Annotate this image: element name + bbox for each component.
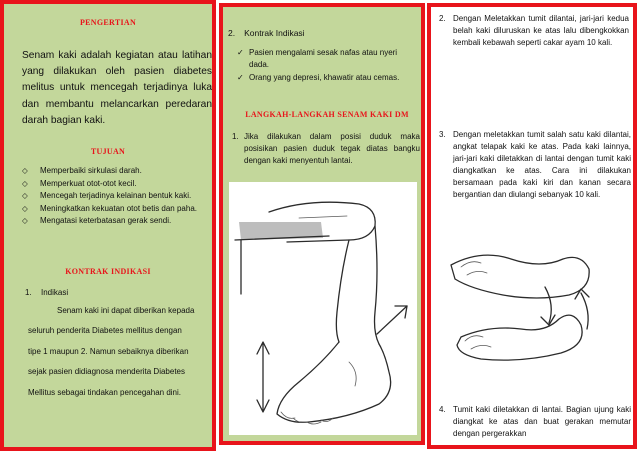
foot-raise-illustration <box>441 229 601 381</box>
diamond-outline-icon: ◇ <box>22 191 28 201</box>
diamond-outline-icon: ◇ <box>22 203 28 213</box>
tujuan-list <box>22 165 212 228</box>
kontrak-indikasi-heading: KONTRAK INDIKASI <box>65 267 151 276</box>
list-item: ◇ Memperkuat otot-otot kecil. <box>22 178 137 188</box>
kontrak-indikasi-list <box>237 47 407 86</box>
list-item: ◇ Memperbaiki sirkulasi darah. <box>22 166 142 175</box>
checkmark-icon: ✓ <box>237 73 244 82</box>
brochure-panel-middle <box>219 3 425 445</box>
diamond-outline-icon: ◇ <box>22 166 28 175</box>
step-2: 2. Dengan Meletakkan tumit dilantai, jari-jari kedua belah kaki diluruskan ke atas lalu dibengkokkan kembali kebawah seperti cakar ayam 10 kali. <box>439 14 629 47</box>
list-item: ✓ Pasien mengalami sesak nafas atau nyeri dada. <box>237 48 398 69</box>
pengertian-text: Senam kaki adalah kegiatan atau latihan yang dilakukan oleh pasien diabetes melitus untuk mencegah terjadinya luka dan membantu melancarkan peredaran darah bagian kaki. <box>22 50 212 126</box>
list-item: ✓ Orang yang depresi, khawatir atau cemas. <box>237 73 400 82</box>
list-item: ◇ Mengatasi keterbatasan gerak sendi. <box>22 216 172 226</box>
diamond-outline-icon: ◇ <box>22 178 28 188</box>
langkah-heading: LANGKAH-LANGKAH SENAM KAKI DM <box>245 110 409 119</box>
checkmark-icon: ✓ <box>237 48 244 57</box>
step-4: 4. Tumit kaki diletakkan di lantai. Bagian ujung kaki diangkat ke atas dan buat gerakan memutar dengan pergerakkan <box>439 405 631 438</box>
step-1: 1. Jika dilakukan dalam posisi duduk maka posisikan pasien duduk tegak diatas bangku dengan kaki menyentuh lantai. <box>232 132 420 165</box>
indikasi-text: Senam kaki ini dapat diberikan kepada seluruh penderita Diabetes mellitus dengan tipe 1 maupun 2. Namun sebaiknya diberikan sejak pasien didiagnosa menderita Diabetes Mellitus sebagai tindakan pencegahan dini. <box>28 306 195 397</box>
diamond-outline-icon: ◇ <box>22 216 28 226</box>
pengertian-heading: PENGERTIAN <box>79 18 137 27</box>
brochure-panel-left: PENGERTIAN Senam kaki adalah kegiatan atau latihan yang dilakukan oleh pasien diabetes melitus untuk mencegah terjadinya luka dan membantu melancarkan peredaran darah bagian kaki. TUJUAN ◇ Memperbaiki sirkulasi darah. ◇ Memperkuat otot-otot kecil. ◇ Mencegah terjadinya kelainan bentuk kaki. ◇ Meningkatkan kekuatan otot betis dan paha. ◇ Mengatasi keterbatasan gerak sendi. KONTRAK INDIKASI 1. Indikasi Senam kaki ini dapat diberikan kepada seluruh penderita Diabetes mellitus dengan tipe 1 maupun 2. Namun sebaiknya diberikan sejak pasien didiagnosa menderita Diabetes Mellitus sebagai tindakan pencegahan dini. <box>0 0 216 451</box>
seated-foot-illustration <box>229 182 417 435</box>
kontrak-indikasi-title: 2. Kontrak Indikasi <box>228 28 305 38</box>
list-item: ◇ Meningkatkan kekuatan otot betis dan paha. <box>22 203 197 213</box>
brochure-panel-right <box>427 3 637 449</box>
list-item: ◇ Mencegah terjadinya kelainan bentuk kaki. <box>22 191 192 201</box>
tujuan-heading: TUJUAN <box>90 147 126 156</box>
step-3: 3. Dengan meletakkan tumit salah satu kaki dilantai, angkat telapak kaki ke atas. Pada kaki lainnya, jari-jari kaki diletakkan di lantai dengan tumit kaki diangkatkan ke atas. Cara ini dilakukan bersamaan pada kaki kiri dan kanan secara bergantian dan diulangi sebanyak 10 kali. <box>439 130 631 199</box>
